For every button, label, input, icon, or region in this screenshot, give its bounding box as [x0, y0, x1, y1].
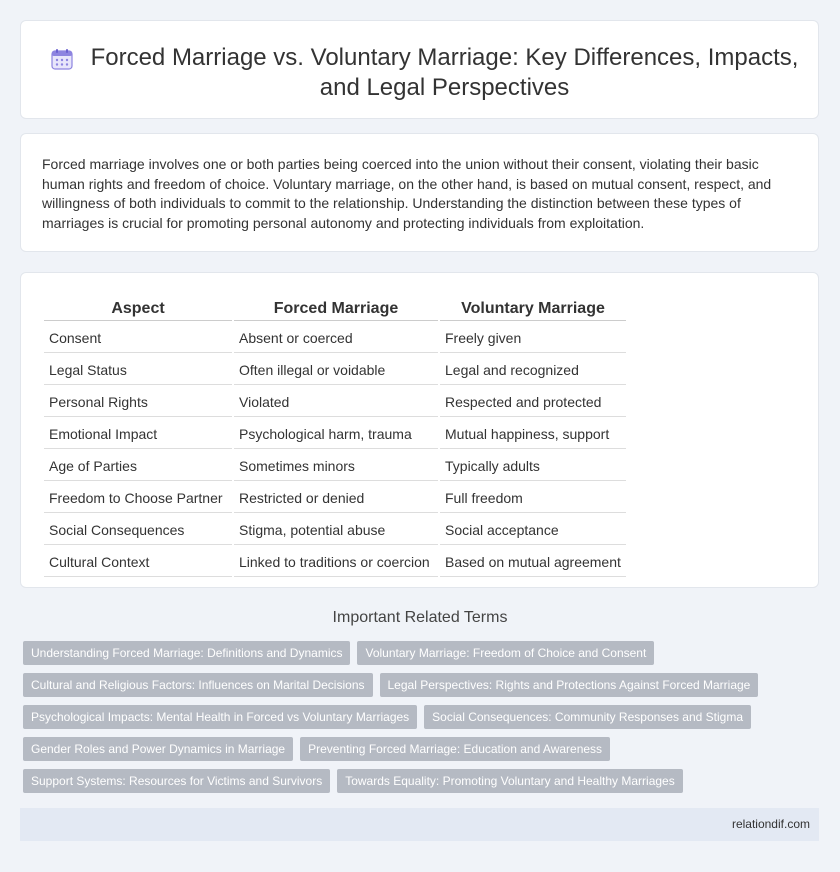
related-tag[interactable]: Preventing Forced Marriage: Education and Awareness: [300, 737, 610, 761]
table-row: [44, 323, 626, 353]
related-tag[interactable]: Gender Roles and Power Dynamics in Marriage: [23, 737, 293, 761]
cell-aspect: Age of Parties: [44, 451, 232, 481]
cell-voluntary: Freely given: [440, 323, 626, 353]
cell-aspect: Consent: [44, 323, 232, 353]
related-terms-heading: Important Related Terms: [332, 609, 508, 626]
comparison-table: [42, 295, 628, 579]
comparison-card: [20, 272, 819, 588]
table-row: [44, 355, 626, 385]
header-forced: Forced Marriage: [234, 297, 438, 321]
table-row: [44, 451, 626, 481]
cell-forced: Stigma, potential abuse: [234, 515, 438, 545]
related-tag[interactable]: Cultural and Religious Factors: Influences on Marital Decisions: [23, 673, 373, 697]
related-tag[interactable]: Towards Equality: Promoting Voluntary and Healthy Marriages: [337, 769, 683, 793]
related-tag[interactable]: Social Consequences: Community Responses and Stigma: [424, 705, 751, 729]
table-row: [44, 515, 626, 545]
cell-forced: Absent or coerced: [234, 323, 438, 353]
footer: [20, 808, 819, 841]
related-tag[interactable]: Legal Perspectives: Rights and Protections Against Forced Marriage: [380, 673, 759, 697]
cell-forced: Restricted or denied: [234, 483, 438, 513]
header-voluntary: Voluntary Marriage: [440, 297, 626, 321]
header-aspect: Aspect: [44, 297, 232, 321]
table-header-row: [44, 297, 626, 321]
cell-aspect: Freedom to Choose Partner: [44, 483, 232, 513]
related-tag[interactable]: Psychological Impacts: Mental Health in Forced vs Voluntary Marriages: [23, 705, 417, 729]
table-row: [44, 547, 626, 577]
cell-aspect: Social Consequences: [44, 515, 232, 545]
cell-voluntary: Based on mutual agreement: [440, 547, 626, 577]
cell-aspect: Personal Rights: [44, 387, 232, 417]
table-row: [44, 387, 626, 417]
cell-forced: Sometimes minors: [234, 451, 438, 481]
cell-forced: Often illegal or voidable: [234, 355, 438, 385]
cell-voluntary: Typically adults: [440, 451, 626, 481]
cell-voluntary: Mutual happiness, support: [440, 419, 626, 449]
calendar-icon: [50, 47, 74, 71]
cell-voluntary: Legal and recognized: [440, 355, 626, 385]
cell-voluntary: Full freedom: [440, 483, 626, 513]
cell-forced: Linked to traditions or coercion: [234, 547, 438, 577]
title-card: [20, 20, 819, 119]
cell-forced: Psychological harm, trauma: [234, 419, 438, 449]
cell-forced: Violated: [234, 387, 438, 417]
cell-aspect: Emotional Impact: [44, 419, 232, 449]
cell-voluntary: Respected and protected: [440, 387, 626, 417]
intro-paragraph: Forced marriage involves one or both parties being coerced into the union without their consent, violating their basic human rights and freedom of choice. Voluntary marriage, on the other hand, is based on mutual consent, respect, and willingness of both individuals to commit to the relationship. Understanding the distinction between these types of marriages is crucial for promoting personal autonomy and protecting individuals from exploitation.: [42, 156, 772, 231]
intro-card: [20, 133, 819, 252]
related-tag[interactable]: Voluntary Marriage: Freedom of Choice and Consent: [357, 641, 654, 665]
cell-aspect: Cultural Context: [44, 547, 232, 577]
table-row: [44, 419, 626, 449]
related-terms-list: [23, 641, 813, 801]
table-row: [44, 483, 626, 513]
page-title: Forced Marriage vs. Voluntary Marriage: Key Differences, Impacts, and Legal Perspectives: [90, 44, 799, 101]
related-tag[interactable]: Support Systems: Resources for Victims and Survivors: [23, 769, 330, 793]
footer-site: relationdif.com: [731, 817, 810, 831]
cell-aspect: Legal Status: [44, 355, 232, 385]
cell-voluntary: Social acceptance: [440, 515, 626, 545]
related-tag[interactable]: Understanding Forced Marriage: Definitions and Dynamics: [23, 641, 350, 665]
